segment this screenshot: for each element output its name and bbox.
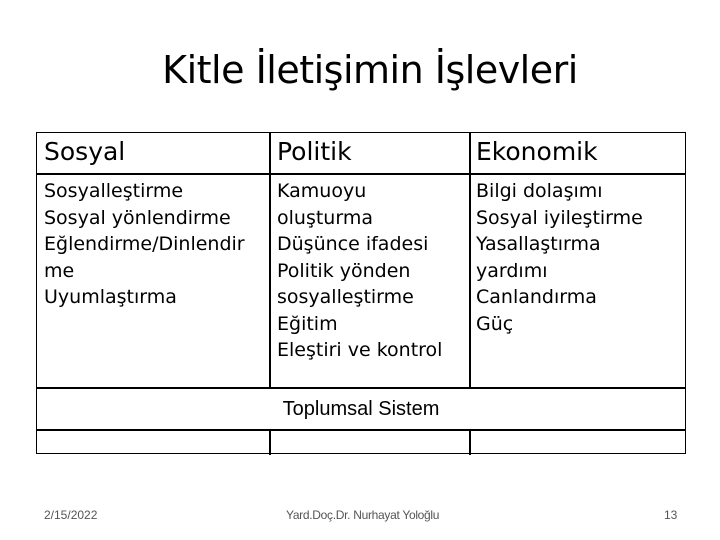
page-number: 13	[664, 508, 678, 522]
list-item: Uyumlaştırma	[44, 286, 177, 308]
list-item: Kamuoyu	[277, 180, 367, 202]
list-item: Sosyalleştirme	[44, 180, 184, 202]
list-item: Eğlendirme/Dinlendir	[44, 233, 245, 255]
header-ekonomik: Ekonomik	[476, 137, 598, 166]
slide-title: Kitle İletişimin İşlevleri	[162, 48, 578, 92]
row-divider	[37, 387, 685, 389]
column-divider	[469, 431, 471, 455]
row-divider	[37, 173, 685, 175]
list-item: yardımı	[476, 259, 548, 282]
column-politik	[277, 178, 442, 364]
list-item: Yasallaştırma	[476, 233, 601, 255]
functions-table	[36, 132, 686, 454]
footer-date: 2/15/2022	[44, 508, 98, 522]
social-system-label: Toplumsal Sistem	[282, 398, 440, 420]
list-item: Sosyal yönlendirme	[44, 206, 231, 229]
list-item: Eğitim	[277, 312, 338, 335]
list-item: Güç	[476, 312, 514, 335]
column-sosyal	[44, 178, 245, 311]
list-item: Canlandırma	[476, 286, 597, 308]
list-item: Bilgi dolaşımı	[476, 180, 603, 202]
column-divider	[469, 133, 471, 387]
column-divider	[269, 431, 271, 455]
column-divider	[269, 133, 271, 387]
list-item: Eleştiri ve kontrol	[277, 339, 443, 361]
header-sosyal: Sosyal	[44, 137, 126, 166]
list-item: me	[44, 259, 75, 282]
list-item: Sosyal iyileştirme	[476, 206, 643, 229]
list-item: oluşturma	[277, 206, 373, 229]
row-divider	[37, 429, 685, 431]
column-ekonomik	[476, 178, 643, 337]
list-item: Düşünce ifadesi	[277, 233, 429, 255]
footer-author: Yard.Doç.Dr. Nurhayat Yoloğlu	[286, 508, 440, 522]
list-item: Politik yönden	[277, 259, 411, 282]
list-item: sosyalleştirme	[277, 286, 414, 308]
header-politik: Politik	[277, 137, 352, 166]
